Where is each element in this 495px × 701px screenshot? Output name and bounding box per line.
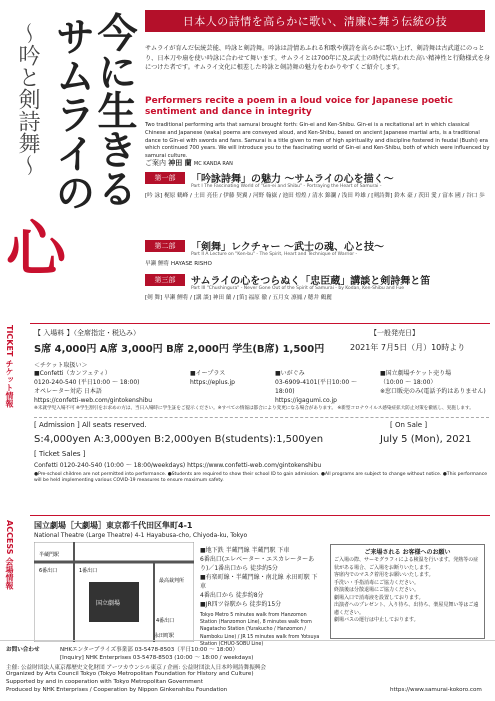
part-tag: 第三部 (145, 274, 185, 286)
outlet-note: ※窓口販売のみ(電話予約はありません) (380, 388, 486, 395)
part-subtitle: Part II A Lecture on "Ken-bu" - The Spirit, Heart and Technique of Warrior - (191, 252, 358, 257)
footer (0, 640, 495, 701)
outlet-theatre (380, 369, 490, 396)
map-label-exit4: 4番出口 (156, 618, 175, 624)
host-label: ご案内 (145, 159, 166, 167)
part-cast: [剣 舞] 早瀬 鯉将 / [講 談] 神田 蘭 / [笛] 福原 徹 / 五月女 凛鳳 / 穂井 鶴麗 (145, 295, 332, 301)
venue-en: National Theatre (Large Theatre) 4-1 Hayabusa-cho, Chiyoda-ku, Tokyo (34, 532, 248, 539)
outlet-time: （10:00 〜 18:00） (380, 379, 437, 386)
ticket-label: TICKET チケット情報 (5, 325, 14, 408)
title-line-2: サムライの (49, 16, 96, 211)
access-label: ACCESS 会場情報 (5, 520, 14, 590)
host-name: 神田 蘭 (168, 159, 192, 167)
visitor-notice (330, 544, 485, 639)
part-subtitle: Part III "Chushingura" - Never Gone Out of the Spirit of Samurai - by Kodan, Ken-Shibu and Fue (191, 286, 405, 291)
en-sales-label: [ Ticket Sales ] (34, 450, 86, 458)
header-section (0, 0, 495, 322)
part-tag: 第一部 (145, 172, 185, 184)
part-title: サムライの心をつらぬく「忠臣蔵」講談と剣詩舞と笛 (191, 276, 431, 287)
outlet-tel: 03-6909-4101(平日10:00 〜 18:00) (275, 379, 358, 395)
support-en: Supported by and in cooperation with Tokyo Metropolitan Government (6, 679, 203, 685)
ticket-section (30, 323, 490, 494)
part-title: 「吟詠詩舞」の魅力 〜サムライの心を描く〜 (191, 174, 394, 185)
sale-label: 【一般発売日】 (370, 329, 419, 337)
visitor-note: ご入場の際、サーモグラフィによる検温を行います。発熱等の症状がある場合、ご入場をお断りいたします。 (334, 557, 479, 571)
host-line (145, 158, 233, 168)
map-label-nagatacho: 永田町駅 (154, 633, 175, 639)
transit-info (200, 546, 320, 648)
title-line-1: 今に生きる (91, 12, 138, 207)
en-prices: S:4,000yen A:3,000yen B:2,000yen B(students):1,500yen (34, 434, 324, 445)
organizer-en: Organized by Arts Council Tokyo (Tokyo Metropolitan Foundation for History and Culture) (6, 671, 254, 677)
outlet-name: ■国立劇場チケット売り場 (380, 370, 452, 377)
access-section (30, 515, 490, 646)
outlet-igagumi (275, 369, 375, 405)
outlet-tel: 0120-240-540 (平日10:00 〜 18:00) (34, 379, 140, 386)
en-date: July 5 (Mon), 2021 (380, 434, 472, 445)
map-label-hanzomon: 半蔵門駅 (39, 552, 60, 558)
outlet-name: ■Confetti（カンフェティ） (34, 370, 111, 377)
map-label-court: 最高裁判所 (159, 578, 185, 584)
producer-en: Produced by NHK Enterprises / Cooperation by Nippon Ginkenshibu Foundation (6, 687, 228, 693)
title-kokoro: 心 (6, 215, 66, 285)
outlet-operator: オペレーター対応 日本語 (34, 388, 102, 395)
en-note: ●Pre-school children are not permitted into performance. ●Students are required to show their school ID to gain admission. ●All programs are subject to change without notice. ●This performance will be held implementing various COVID-19 measures to ensure maximum safety. (34, 472, 488, 484)
ticket-note: ※未就学児入場不可 ※学生割引をお求めの方は、当日入場時に学生証をご提示ください。※すべての情報は都合により変更になる場合があります。 ※新型コロナウイルス感染症拡大防止対策を徹底し、実施します。 (34, 406, 474, 411)
visitor-note: 劇場バスの運行は中止しております。 (334, 617, 419, 623)
transit-line: ■有楽町線・半蔵門線・南北線 永田町駅 下車 (200, 574, 318, 590)
part-cast: [吟 詠] 梶原 鶴峰 / 土田 亮佳 / 伊藤 契翼 / 河野 翰嶽 / 池田 煌煌 / 清水 錦瀾 / 浅田 吟雄 / [剣詩舞] 鈴木 豪 / 茨田 愛 / 富本 國 / 谷口 歩 (145, 193, 485, 199)
inquiry: NHKエンタープライズ事業部 03-5478-8503（平日10:00 〜 18:00） (60, 647, 239, 653)
en-on-sale: [ On Sale ] (390, 421, 428, 429)
title-line-3: 〜吟と剣詩舞〜 (15, 22, 40, 176)
part-3 (145, 274, 490, 320)
part-tag: 第二部 (145, 240, 185, 252)
ticket-side-label (4, 325, 24, 473)
divider (34, 417, 489, 419)
outlets-label: ＜チケット取扱い＞ (34, 362, 88, 369)
map-label-exit6: 6番出口 (39, 568, 58, 574)
outlet-url[interactable]: https://eplus.jp (190, 379, 235, 386)
english-headline: Performers recite a poem in a loud voice for Japanese poetic sentiment and dance in integrity (145, 96, 453, 117)
transit-line: 4番出口から 徒歩約8分 (200, 592, 264, 599)
prices-ja: S席 4,000円 A席 3,000円 B席 2,000円 学生(B席) 1,500円 (34, 344, 325, 355)
visitor-note: 出演者へのプレゼント、入り待ち、出待ち、楽屋見舞い等はご遠慮ください。 (334, 602, 479, 616)
part-subtitle: Part I The Fascinating World of "Gin-ei and Shibu" - Portraying the Heart of Samurai - (191, 184, 382, 189)
transit-line: ■JR四ツ谷駅から 徒歩約15分 (200, 601, 282, 608)
visitor-head: ご来場される お客様へのお願い (364, 549, 451, 556)
transit-line: 6番出口(エレベーター・エスカレーターあり)／1番出口から 徒歩約5分 (200, 556, 315, 572)
transit-en: Tokyo Metro 5 minutes walk from Hanzomon Station (Hanzomon Line), 8 minutes walk from Nagatacho Station (Yurakucho / Hanzomon / Namboku Line) / JR 15 minutes walk from Yotsuya Station (CHUO·SOBU Line) (200, 613, 320, 647)
part-1 (145, 172, 490, 230)
sale-date: 2021年 7月5日（月）10時より (350, 343, 466, 352)
outlet-name: ■イープラス (190, 370, 226, 377)
visitor-note: 客席内でのマスク着用をお願いいたします。 (334, 572, 434, 578)
outlet-url[interactable]: https://confetti-web.com/gintokenshibu (34, 397, 153, 404)
organizer-ja: 主催: 公益財団法人東京都歴史文化財団 アーツカウンシル東京 / 企画: 公益財団法人日本吟剣詩舞振興会 (6, 665, 266, 671)
inquiry-label: お問い合わせ (6, 647, 40, 653)
access-map (34, 542, 194, 642)
inquiry-en: [Inquiry] NHK Enterprises 03-5478-8503 (10:00 〜 18:00 / weekdays) (60, 655, 254, 661)
outlet-name: ■いがぐみ (275, 370, 305, 377)
transit-line: ■地下鉄 半蔵門線 半蔵門駅 下車 (200, 547, 290, 554)
visitor-note: 終演後は分散退場にご協力ください。 (334, 587, 420, 593)
intro-text: サムライが育んだ伝統芸能、吟詠と剣詩舞。吟詠は詩情あふれる和歌や漢詩を高らかに歌い上げ、剣詩舞は古武道にのっとり、日本刀や扇を使い吟詠に合わせて舞います。サムライとは700年に及ぶ武士の時代に培われた高い精神性と行動様式を身につけた者です。サムライ文化に根差した吟詠と剣詩舞の魅力をわかりやすくご紹介します。 (145, 45, 490, 72)
access-side-label (4, 520, 24, 640)
map-label-exit1: 1番出口 (79, 568, 98, 574)
host-en: MC KANDA RAN (193, 161, 233, 167)
venue: 国立劇場［大劇場］東京都千代田区隼町4-1 (34, 521, 193, 530)
tagline-banner: 日本人の詩情を高らかに歌い、清廉に舞う伝統の技 (145, 10, 485, 32)
outlet-confetti (34, 369, 194, 405)
en-admission: [ Admission ] All seats reserved. (34, 421, 147, 429)
english-intro: Two traditional performing arts that samurai brought forth: Gin-ei and Ken-Shibu. Gin-ei is a recitational art in which classical Chinese and Japanese (waka) poems are conveyed aloud, and Ken-Shibu, based on ancient Japanese martial arts, is a traditional dance to Gin-ei with swords and fans. Samurai is a title given to men of high spirituality and discipline fostered in feudal (Bushi) era which continued 700 years. We will introduce you to the fascinating world of Gin-ei and Ken-Shibu, both of which were influenced by samurai culture. (145, 122, 490, 160)
en-sales: Confetti 0120-240-540 (10:00 〜 18:00/weekdays) https://www.confetti-web.com/gintokenshibu (34, 462, 322, 469)
part-cast: 早瀬 鯉将 HAYASE RISHO (145, 261, 212, 267)
site-url[interactable]: https://www.samurai-kokoro.com (390, 687, 482, 693)
part-title: 「剣舞」レクチャー 〜武士の魂、心と技〜 (191, 242, 384, 253)
map-label-theatre: 国立劇場 (96, 600, 121, 607)
entry-label: 【 入場料 】（全席指定・税込み） (34, 329, 140, 337)
outlet-url[interactable]: https://igagumi.co.jp (275, 397, 337, 404)
visitor-note: 手洗い・手指消毒にご協力ください。 (334, 579, 420, 586)
visitor-note: 劇場入口で消毒液を設置しております。 (334, 594, 424, 601)
outlet-eplus (190, 369, 270, 387)
